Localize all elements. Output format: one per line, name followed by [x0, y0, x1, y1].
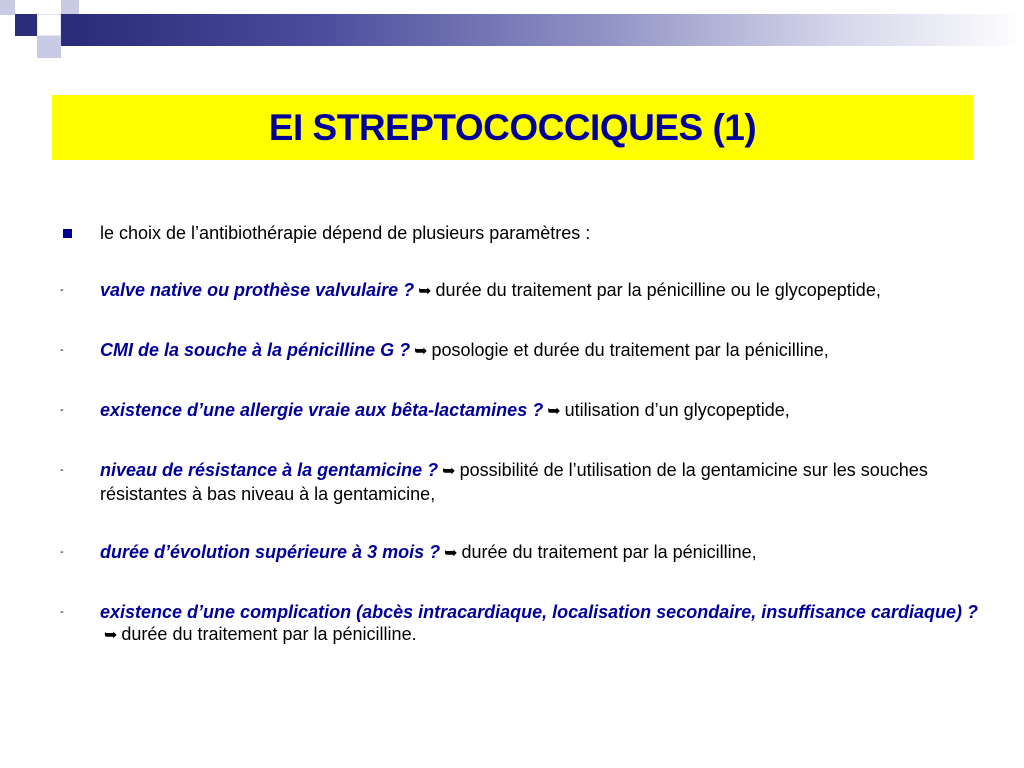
item-answer: durée du traitement par la pénicilline, — [461, 542, 757, 562]
list-item-body — [100, 279, 980, 303]
item-question: valve native ou prothèse valvulaire ? — [100, 280, 415, 300]
list-item — [60, 339, 980, 363]
list-item-body — [100, 399, 980, 423]
list-item-body — [100, 339, 980, 363]
title-banner — [52, 95, 973, 160]
dash-bullet: - — [60, 344, 64, 356]
list-item-body — [100, 459, 980, 505]
dash-bullet: - — [60, 464, 64, 476]
list-item — [60, 541, 980, 565]
arrow-icon: ➥ — [547, 403, 561, 420]
item-answer: utilisation d’un glycopeptide, — [564, 400, 790, 420]
decor-square — [61, 0, 79, 14]
decor-gradient-bar — [79, 14, 1024, 46]
dash-bullet: - — [60, 284, 64, 296]
page-title: EI STREPTOCOCCIQUES (1) — [268, 106, 757, 148]
arrow-icon: ➥ — [444, 545, 458, 562]
list-item — [60, 279, 980, 303]
intro-text: le choix de l’antibiothérapie dépend de plusieurs paramètres : — [100, 223, 591, 243]
arrow-icon: ➥ — [442, 463, 456, 480]
item-question: durée d’évolution supérieure à 3 mois ? — [100, 542, 441, 562]
square-bullet-icon — [63, 229, 72, 238]
item-question: CMI de la souche à la pénicilline G ? — [100, 340, 411, 360]
decor-square — [37, 14, 61, 36]
decor-square — [37, 36, 61, 58]
item-answer: durée du traitement par la pénicilline ou le glycopeptide, — [435, 280, 881, 300]
list-item — [60, 399, 980, 423]
dash-bullet: - — [60, 606, 64, 618]
dash-bullet: - — [60, 546, 64, 558]
dash-bullet: - — [60, 404, 64, 416]
decor-square — [15, 0, 37, 14]
item-answer: durée du traitement par la pénicilline. — [121, 624, 417, 644]
item-question: existence d’une allergie vraie aux bêta-lactamines ? — [100, 400, 544, 420]
item-answer: possibilité de l’utilisation de la gentamicine sur les souches résistantes à bas niveau à la gentamicine, — [100, 460, 928, 504]
list-item — [60, 601, 980, 647]
decor-square — [0, 0, 15, 15]
list-item — [60, 459, 980, 505]
intro-bullet — [60, 222, 980, 244]
list-item-body — [100, 541, 980, 565]
arrow-icon: ➥ — [418, 283, 432, 300]
decor-square — [61, 14, 79, 46]
item-answer: posologie et durée du traitement par la pénicilline, — [431, 340, 829, 360]
item-question: existence d’une complication (abcès intracardiaque, localisation secondaire, insuffisance cardiaque) ? — [100, 602, 978, 622]
decor-square — [15, 14, 37, 36]
item-question: niveau de résistance à la gentamicine ? — [100, 460, 439, 480]
arrow-icon: ➥ — [414, 343, 428, 360]
arrow-icon: ➥ — [104, 627, 118, 644]
content-area — [60, 222, 980, 683]
list-item-body — [100, 601, 980, 647]
